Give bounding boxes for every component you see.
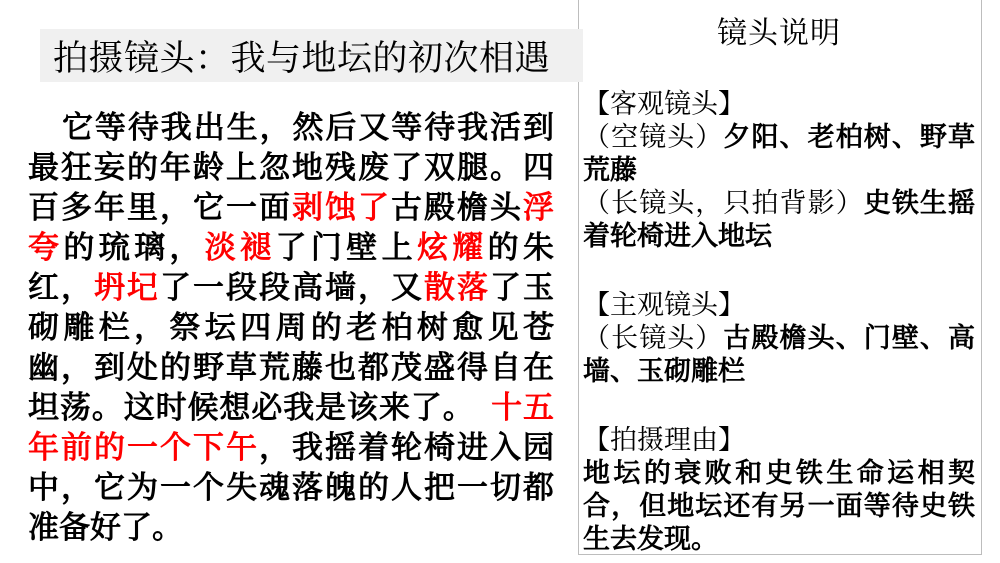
text-segment: 古殿檐头 — [391, 190, 523, 225]
section-item — [583, 121, 975, 187]
text-segment: （长镜头，只拍背影） — [583, 188, 864, 218]
highlighted-text: 散落 — [424, 270, 490, 305]
text-segment: 史铁生摇着轮椅进入地坛 — [583, 188, 976, 251]
highlighted-text: 淡褪 — [204, 230, 276, 265]
text-segment: 了门壁上 — [275, 230, 417, 265]
text-segment: ，我摇着轮椅进入园中，它为一个失魂落魄的人把一切都准备好了。 — [28, 430, 554, 545]
text-segment: （长镜头） — [583, 323, 724, 353]
highlighted-text: 剥蚀了 — [292, 190, 391, 225]
panel-title: 镜头说明 — [717, 17, 841, 50]
slide-title: 拍摄镜头：我与地坛的初次相遇 — [40, 29, 583, 82]
panel-sections — [583, 88, 975, 556]
section-heading: 【主观镜头】 — [583, 290, 745, 320]
highlighted-text: 坍圮 — [94, 270, 160, 305]
text-segment: 了一段段高墙，又 — [160, 270, 424, 305]
lens-notes-panel — [578, 0, 982, 555]
section-heading: 【拍摄理由】 — [583, 425, 745, 455]
highlighted-text: 十五年前的一个下午 — [28, 390, 554, 465]
section-item — [583, 322, 975, 388]
body-paragraph — [28, 108, 554, 548]
section-item — [583, 187, 975, 253]
text-segment: 的琉璃， — [63, 230, 205, 265]
text-segment: 了玉砌雕栏，祭坛四周的老柏树愈见苍幽，到处的野草荒藤也都茂盛得自在坦荡。这时候想必我是该来了。 — [28, 270, 554, 425]
text-segment: 它等待我出生，然后又等待我活到最狂妄的年龄上忽地残废了双腿。四百多年里，它一面 — [28, 110, 554, 225]
text-segment: 的朱红， — [28, 230, 555, 305]
text-segment: 夕阳、老柏树、野草荒藤 — [583, 122, 976, 185]
highlighted-text: 炫耀 — [416, 230, 488, 265]
text-segment: （空镜头） — [583, 122, 724, 152]
text-segment: 古殿檐头、门壁、高墙、玉砌雕栏 — [583, 323, 976, 386]
panel-section — [583, 424, 975, 556]
section-item — [583, 457, 975, 556]
highlighted-text: 浮夸 — [28, 190, 554, 265]
panel-section — [583, 88, 975, 253]
section-heading: 【客观镜头】 — [583, 89, 745, 119]
text-segment: 地坛的衰败和史铁生命运相契合，但地坛还有另一面等待史铁生去发现。 — [583, 458, 975, 554]
panel-section — [583, 289, 975, 388]
